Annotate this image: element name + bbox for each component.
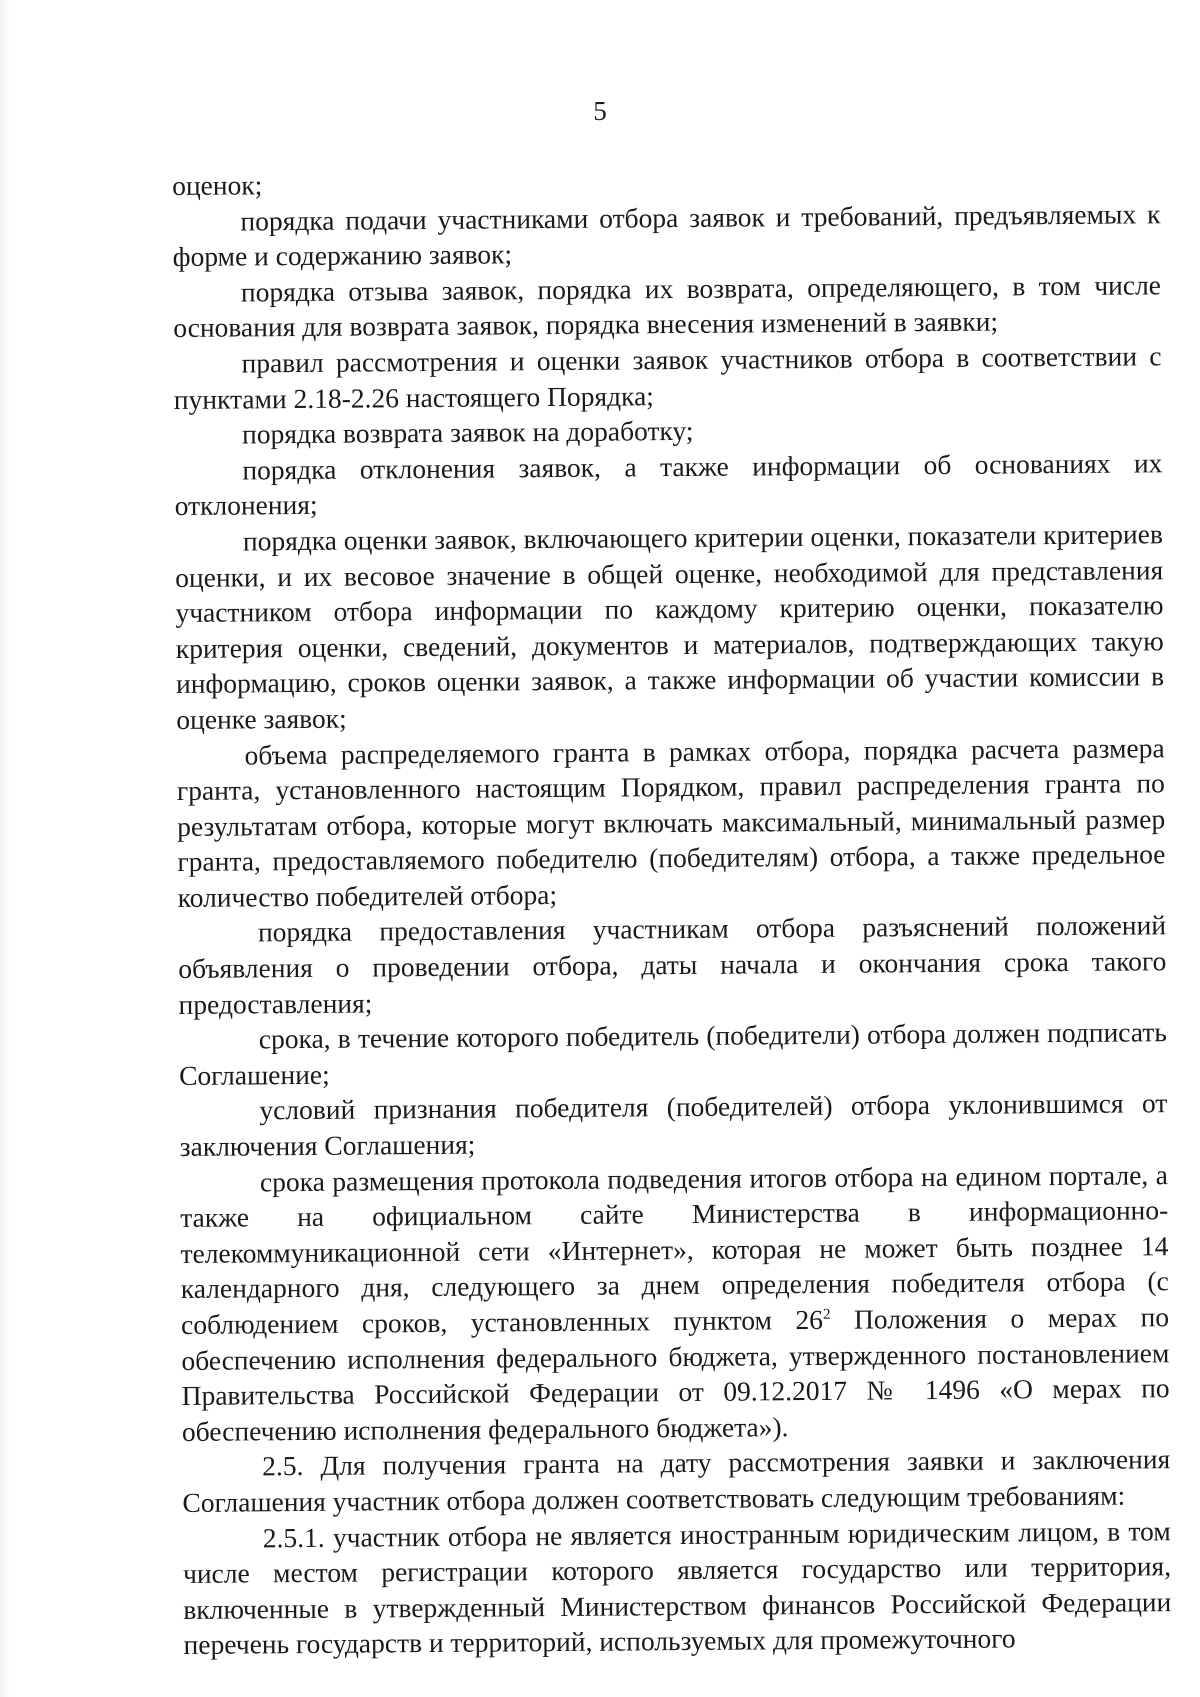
paragraph-ukloneniya: условий признания победителя (победителей) отбора уклонившимся от заключения Соглашения;	[179, 1087, 1168, 1163]
paragraph-obema-granta: объема распределяемого гранта в рамках отбора, порядка расчета размера гранта, установленного настоящим Порядком, правил распределения гранта по результатам отбора, которые могут включать максимальный, минимальный размер гранта, предоставляемого победителю (победителям) отбора, а также предельное количество победителей отбора;	[176, 731, 1166, 913]
document-body	[172, 160, 1172, 1663]
footnote-superscript: 2	[822, 1306, 831, 1323]
paragraph-sroka-podpisaniya: срока, в течение которого победитель (победители) отбора должен подписать Соглашение;	[179, 1016, 1167, 1091]
paragraph-otzyva: порядка отзыва заявок, порядка их возврата, определяющего, в том числе основания для возврата заявок, порядка внесения изменений в заявки;	[173, 269, 1162, 344]
paragraph-2-5: 2.5. Для получения гранта на дату рассмотрения заявки и заключения Соглашения участник отбора должен соответствовать следующим требованиям:	[182, 1443, 1171, 1518]
scan-edge-shadow	[0, 0, 10, 1697]
paragraph-ocenok: оценок;	[172, 169, 263, 201]
paragraph-rassmotreniya: правил рассмотрения и оценки заявок участников отбора в соответствии с пунктами 2.18-2.26 настоящего Порядка;	[173, 340, 1162, 415]
protokola-text-continued: Положения о мерах по обеспечению исполнения федерального бюджета, утвержденного постановлением Правительства Российской Федерации от 09.12.2017 № 1496 «О мерах по обеспечению исполнения федерального бюджета»).	[181, 1301, 1170, 1447]
paragraph-otkloneniya: порядка отклонения заявок, а также информации об основаниях их отклонения;	[174, 446, 1163, 522]
paragraph-2-5-1: 2.5.1. участник отбора не является иностранным юридическим лицом, в том числе местом регистрации которого является государство или территория, включенные в утвержденный Министерством финансов Российской Федерации перечень государств и территорий, используемых для промежуточного	[182, 1514, 1172, 1661]
paragraph-razyasneniy: порядка предоставления участникам отбора разъяснений положений объявления о проведении отбора, даты начала и окончания срока такого предоставления;	[178, 909, 1167, 1020]
paragraph-protokola	[180, 1157, 1170, 1450]
paragraph-dorabotka: порядка возврата заявок на доработку;	[241, 415, 694, 450]
paragraph-podachi: порядка подачи участниками отбора заявок и требований, предъявляемых к форме и содержанию заявок;	[172, 197, 1161, 273]
protokola-text: срока размещения протокола подведения итогов отбора на едином портале, а также на официальном сайте Министерства в информационно-телекоммуникационной сети «Интернет», которая не может быть позднее 14 календарного дня, следующего за днем определения победителя отбора (с соблюдением сроков, установленных пунктом 26	[180, 1158, 1169, 1340]
page-number: 5	[593, 96, 607, 126]
paragraph-ocenki: порядка оценки заявок, включающего критерии оценки, показатели критериев оценки, и их весовое значение в общей оценке, необходимой для представления участником отбора информации по каждому критерию оценки, показателю критерия оценки, сведений, документов и материалов, подтверждающих такую информацию, сроков оценки заявок, а также информации об участии комиссии в оценке заявок;	[175, 518, 1165, 735]
